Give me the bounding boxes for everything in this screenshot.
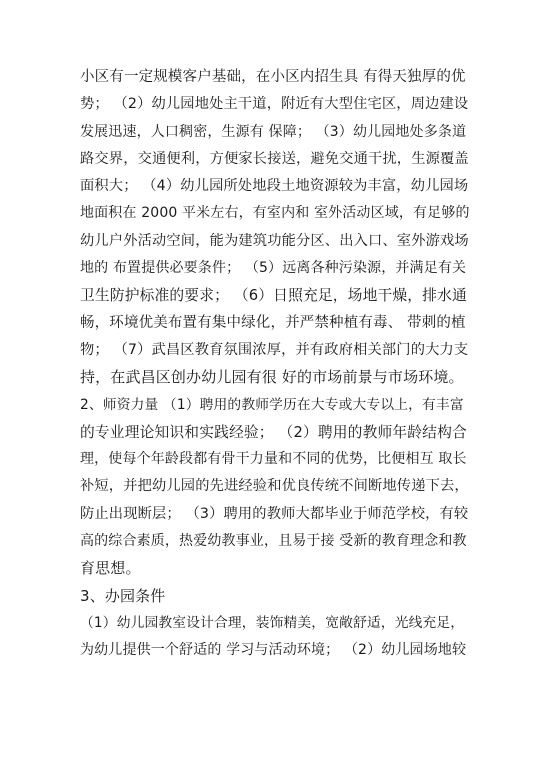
text-line: 为幼儿提供一个舒适的 学习与活动环境； （2）幼儿园场地较 <box>80 642 467 659</box>
text-line: 地的 布置提供必要条件； （5）远离各种污染源，并满足有关 <box>80 260 467 277</box>
document-body <box>80 64 470 665</box>
text-line: 的专业理论知识和实践经验； （2）聘用的教师年龄结构合 <box>80 423 467 441</box>
text-line: 理，使每个年龄段都有骨干力量和不同的优势，比便相互 取长 <box>80 451 467 468</box>
text-line: 防止出现断层； （3）聘用的教师大都毕业于师范学校，有较 <box>80 505 469 522</box>
text-line: 地面积在 2000 平米左右，有室内和 室外活动区域，有足够的 <box>80 205 470 222</box>
text-line: 高的综合素质，热爱幼教事业，且易于接 受新的教育理念和教 <box>80 533 467 550</box>
text-line: 物； （7）武昌区教育氛围浓厚，并有政府相关部门的大力支 <box>80 341 469 358</box>
section-heading-teachers: 2、师资力量 （1）聘用的教师学历在大专或大专以上，有丰富 <box>80 396 464 413</box>
text-line: 小区有一定规模客户基础，在小区内招生具 有得天独厚的优 <box>80 69 466 85</box>
text-line: 势； （2）幼儿园地处主干道，附近有大型住宅区，周边建设 <box>80 96 469 113</box>
text-line: 面积大； （4）幼儿园所处地段土地资源较为丰富，幼儿园场 <box>80 178 469 195</box>
text-line: 畅，环境优美布置有集中绿化，并严禁种植有毒、 带刺的植 <box>80 314 466 331</box>
text-line: 持，在武昌区创办幼儿园有很 好的市场前景与市场环境。 <box>80 368 464 387</box>
section-heading-conditions: 3、办园条件 <box>80 586 166 605</box>
text-line: 路交界，交通便利，方便家长接送，避免交通干扰，生源覆盖 <box>80 150 469 167</box>
text-line: 发展迅速，人口稠密，生源有 保障； （3）幼儿园地处多条道 <box>80 123 467 140</box>
text-line: 卫生防护标准的要求； （6）日照充足，场地干燥，排水通 <box>80 287 467 305</box>
text-line: （1）幼儿园教室设计合理，装饰精美，宽敞舒适，光线充足， <box>80 614 465 631</box>
text-line: 补短，并把幼儿园的先进经验和优良传统不间断地传递下去， <box>80 478 469 495</box>
text-line: 育思想。 <box>80 559 141 578</box>
text-line: 幼儿户外活动空间，能为建筑功能分区、出入口、室外游戏场 <box>80 232 469 249</box>
